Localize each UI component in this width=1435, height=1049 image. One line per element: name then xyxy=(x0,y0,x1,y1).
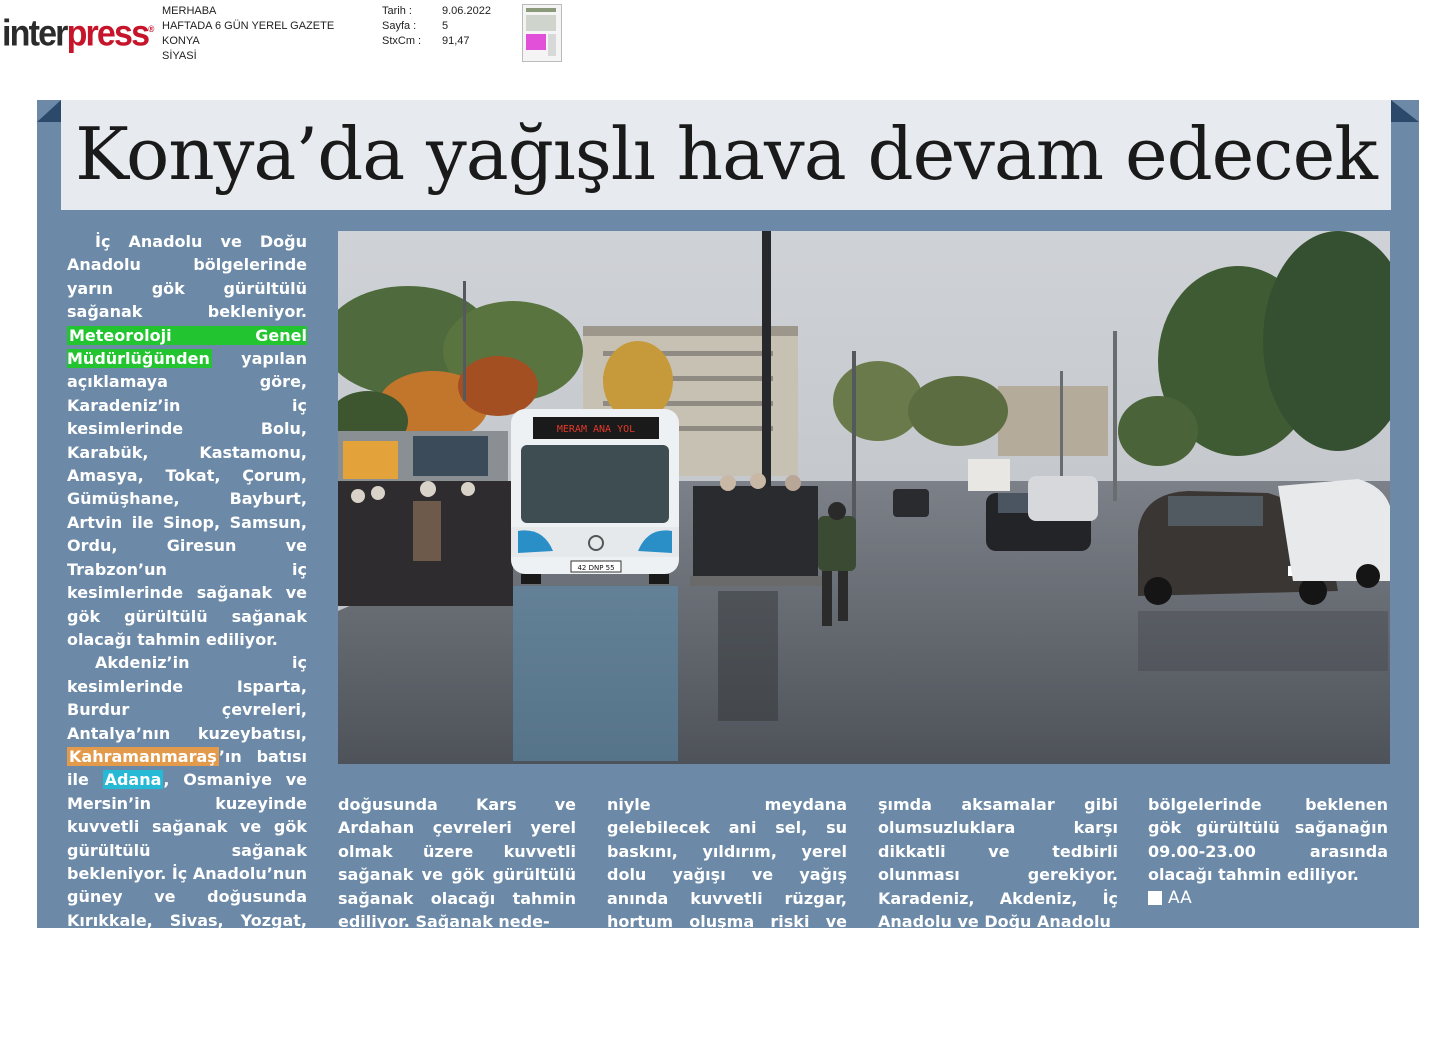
publication-city: KONYA xyxy=(162,35,200,47)
highlight-meteoroloji: Meteoroloji Genel Müdürlüğünden xyxy=(67,325,307,369)
article-column-4: şımda aksamalar gibi olumsuzluklara karşı dikkatli ve tedbirli olunması gerekiyor. Karadeniz, Akdeniz, İç Anadolu ve Doğu Anadolu xyxy=(878,795,1118,932)
paragraph-1: İç Anadolu ve Doğu Anadolu bölgelerinde yarın gök gürültülü sağanak bekleniyor. Meteoroloji Genel Müdürlüğünden yapılan açıklamaya göre, Karadeniz’in iç kesimlerinde Bolu, Karabük, Kastamonu, Amasya, Tokat, Çorum, Gümüşhane, Bayburt, Artvin ile Sinop, Samsun, Ordu, Giresun ve Trabzon’un iç kesimlerinde sağanak ve gök gürültülü sağanak olacağı tahmin ediliyor. xyxy=(67,232,307,649)
panel-corner-right xyxy=(1391,100,1419,122)
page-thumbnail[interactable] xyxy=(522,4,562,62)
publication-frequency: HAFTADA 6 GÜN YEREL GAZETE xyxy=(162,20,335,32)
bus-destination-sign: MERAM ANA YOL xyxy=(556,424,636,435)
highlight-kahramanmaras: Kahramanmaraş xyxy=(69,746,217,766)
source-square-icon xyxy=(1148,891,1162,905)
stxcm-label: StxCm : xyxy=(382,35,422,47)
source-signature xyxy=(1148,887,1388,910)
article-column-3: niyle meydana gelebilecek ani sel, su baskını, yıldırım, yerel dolu yağışı ve yağış anında kuvvetli rüzgar, hortum oluşma riski ve ula- xyxy=(607,795,847,955)
page-label: Sayfa : xyxy=(382,20,417,32)
highlight-adana: Adana xyxy=(104,770,162,790)
clip-meta xyxy=(382,4,491,49)
interpress-logo: interpress® xyxy=(2,12,153,54)
headline: Konya’da yağışlı hava devam edecek xyxy=(75,112,1377,196)
bus-plate: 42 DNP 55 xyxy=(577,564,615,572)
page-value: 5 xyxy=(442,20,449,32)
stxcm-value: 91,47 xyxy=(442,35,470,47)
closing-paragraph: bölgelerinde beklenen gök gürültülü sağanağın 09.00-23.00 arasında olacağı tahmin ediliyor. xyxy=(1148,795,1388,885)
publication-name: MERHABA xyxy=(162,5,217,17)
date-label: Tarih : xyxy=(382,5,412,17)
news-photo xyxy=(338,231,1390,764)
panel-corner-left xyxy=(37,100,61,122)
article-column-5 xyxy=(1148,793,1388,910)
source-label: AA xyxy=(1168,887,1192,908)
publication-section: SİYASİ xyxy=(162,50,197,62)
clip-publication-info xyxy=(162,4,334,64)
article-column-1 xyxy=(67,230,307,1049)
date-value: 9.06.2022 xyxy=(442,5,491,17)
article-column-2: doğusunda Kars ve Ardahan çevreleri yerel olmak üzere kuvvetli sağanak ve gök gürültülü sağanak olacağı tahmin ediliyor. Sağanak nede- xyxy=(338,795,576,932)
paragraph-2: Akdeniz’in iç kesimlerinde Isparta, Burdur çevreleri, Antalya’nın kuzeybatısı, Kahramanmaraş ’ın batısı ile Adana , Osmaniye ve Mersin’in kuzeyinde kuvvetli sağanak ve gök gürültülü sağanak bekleniyor. İç Anadolu’nun güney ve doğusunda Kırıkkale, Sivas, Yozgat, Kayseri, Kırşehir, Nevşehir, Niğde, Aksaray, Konya ve Karaman ile Ankara, Çankırı, Doğu Anadolu’nun kuzey- xyxy=(67,653,308,1047)
